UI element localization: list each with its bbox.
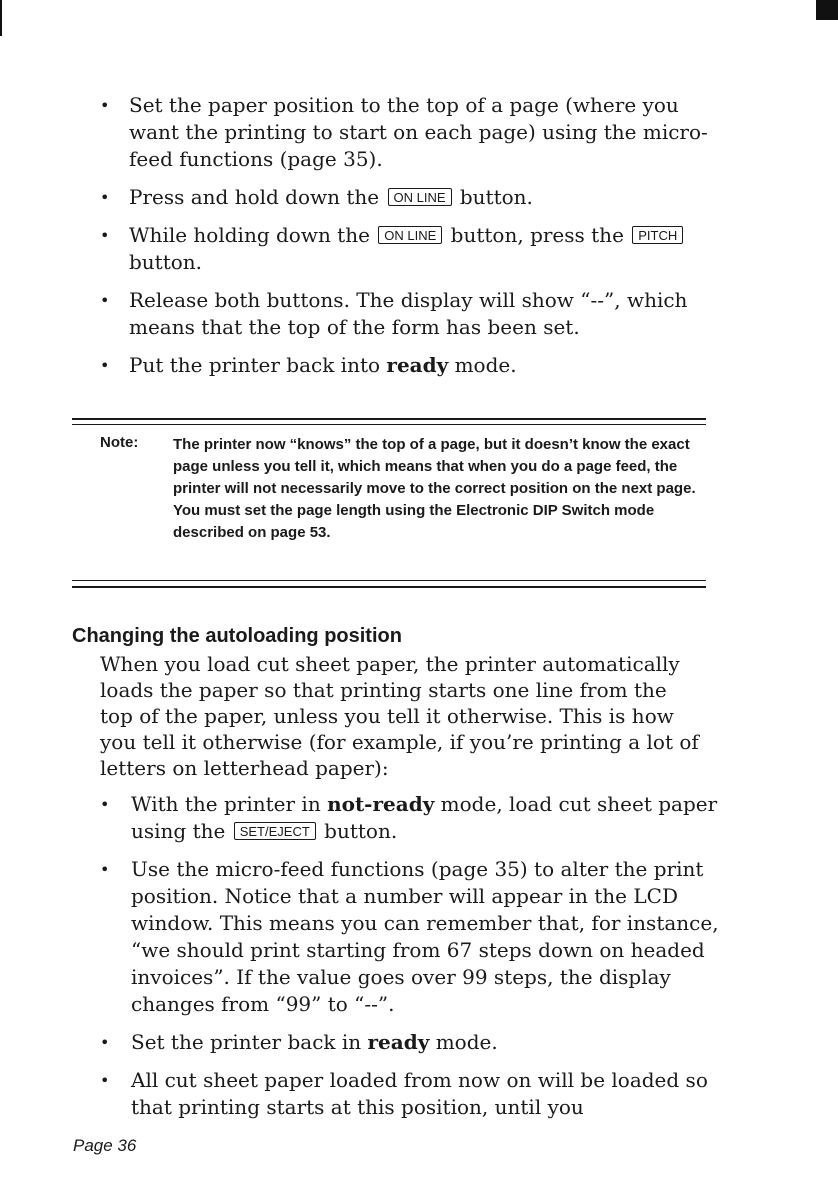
note-top-rule-thin	[72, 424, 706, 425]
on-line-key: ON LINE	[388, 188, 452, 206]
list-item: • Release both buttons. The display will show “--”, which means that the top of the form has been set.	[100, 287, 720, 341]
list-item: • Put the printer back into ready mode.	[100, 352, 720, 379]
note-label: Note:	[100, 434, 139, 451]
section-intro: When you load cut sheet paper, the printer automatically loads the paper so that printing starts one line from the top of the paper, unless you tell it otherwise. This is how you tell it otherwise (for example, if you’re printing a lot of letters on letterhead paper):	[100, 652, 699, 780]
set-eject-key: SET/EJECT	[234, 822, 316, 840]
pitch-key: PITCH	[632, 226, 683, 244]
list-item: • Set the printer back in ready mode.	[100, 1029, 720, 1056]
note-top-rule	[72, 418, 706, 420]
list-item: • With the printer in not-ready mode, load cut sheet paper using the SET/EJECT button.	[100, 791, 720, 845]
section-heading: Changing the autoloading position	[72, 625, 402, 647]
list-item: • Press and hold down the ON LINE button.	[100, 184, 720, 211]
note-text: The printer now “knows” the top of a page, but it doesn’t know the exact page unless you tell it, which means that when you do a page feed, the printer will not necessarily move to the correct position on the next page. You must set the page length using the Electronic DIP Switch mode described on page 53.	[173, 436, 696, 541]
note-bottom-rule-thin	[72, 580, 706, 581]
page-number: Page 36	[73, 1136, 137, 1155]
list-item: • All cut sheet paper loaded from now on will be loaded so that printing starts at this position, until you	[100, 1067, 720, 1121]
bottom-bullet-list	[100, 791, 720, 1132]
top-bullet-list	[100, 92, 720, 390]
scan-edge-mark	[0, 0, 2, 36]
list-item: • Use the micro-feed functions (page 35) to alter the print position. Notice that a number will appear in the LCD window. This means you can remember that, for instance, “we should print starting from 67 steps down on headed invoices”. If the value goes over 99 steps, the display changes from “99” to “--”.	[100, 856, 720, 1018]
on-line-key: ON LINE	[378, 226, 442, 244]
note-bottom-rule	[72, 586, 706, 588]
list-item: • Set the paper position to the top of a page (where you want the printing to start on each page) using the micro-feed functions (page 35).	[100, 92, 720, 173]
scan-corner-mark	[816, 0, 838, 20]
list-item: • While holding down the ON LINE button, press the PITCH button.	[100, 222, 720, 276]
